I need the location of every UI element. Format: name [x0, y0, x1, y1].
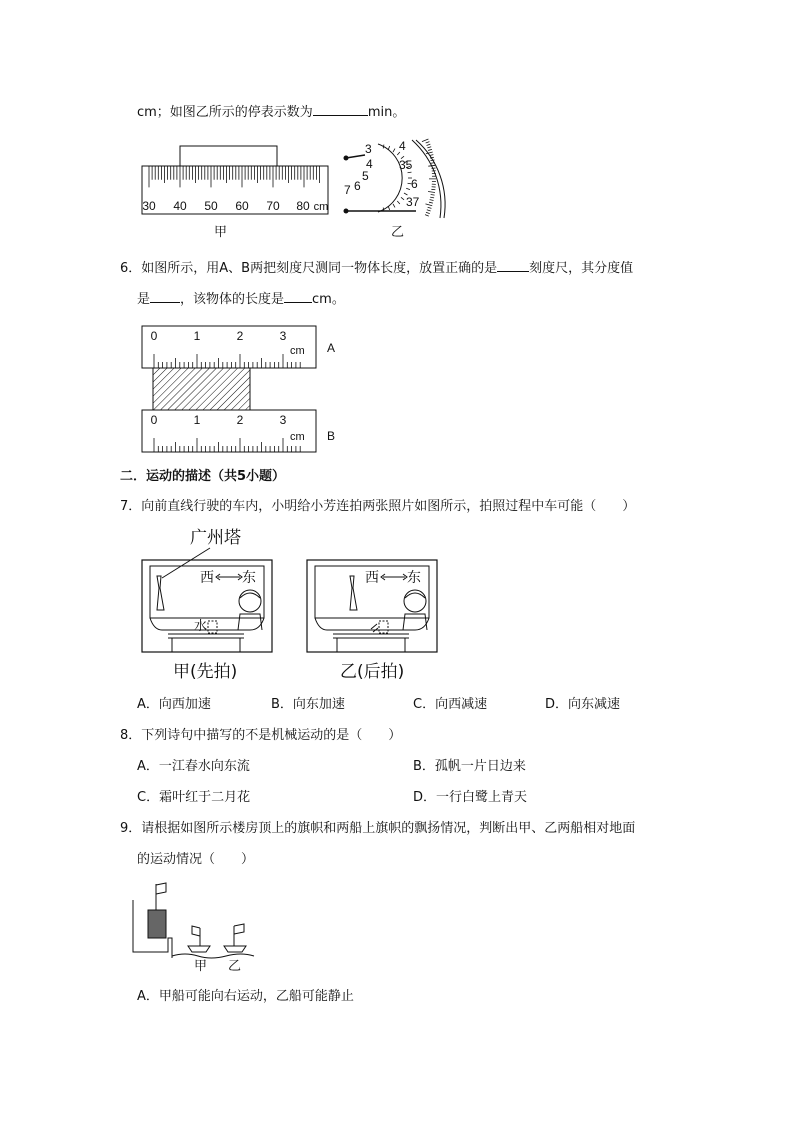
direction-east: 东	[407, 570, 421, 586]
ruler-jia-tick-80: 80	[296, 199, 310, 213]
q5-answer-blank[interactable]	[313, 103, 368, 116]
ruler-jia-tick-60: 60	[235, 199, 249, 213]
ruler-a-tick-0: 0	[150, 329, 158, 343]
stopwatch-inner-tick	[383, 145, 384, 149]
stopwatch-inner-tick	[408, 172, 412, 173]
stopwatch-inner-tick	[393, 149, 395, 152]
q9-stem-line2: 的运动情况（ ）	[137, 852, 255, 867]
tower-label: 广州塔	[190, 528, 241, 548]
stopwatch-outer-35: 35	[399, 158, 413, 172]
stopwatch-outer-tick	[425, 215, 429, 216]
ruler-a-tick-2: 2	[236, 329, 244, 343]
ruler-jia-unit: cm	[313, 201, 329, 213]
stopwatch-inner-6: 6	[354, 179, 361, 193]
stopwatch-label: 乙	[391, 225, 405, 240]
ruler-b-tick-1: 1	[193, 413, 201, 427]
stopwatch-outer-tick	[430, 197, 434, 198]
q7-option-d[interactable]: D．向东减速	[545, 697, 621, 712]
q8-option-a[interactable]: A．一江春水向东流	[137, 759, 250, 774]
measured-block	[180, 146, 277, 166]
q9-option-a[interactable]: A．甲船可能向右运动，乙船可能静止	[137, 989, 354, 1004]
q6-line1-a: 6．如图所示，用A、B两把刻度尺测同一物体长度，放置正确的是	[120, 261, 498, 276]
stopwatch-inner-7: 7	[344, 183, 351, 197]
q5-line	[137, 103, 405, 122]
q8-option-c[interactable]: C．霜叶红于二月花	[137, 790, 251, 805]
stopwatch-outer-tick	[430, 160, 434, 161]
q9-boats-figure	[130, 880, 270, 980]
section-title: 二．运动的描述（共5小题）	[120, 469, 286, 484]
direction-west: 西	[200, 570, 214, 586]
q7-photo-jia	[140, 526, 280, 656]
q6-blank-division[interactable]	[150, 290, 180, 303]
direction-west: 西	[365, 570, 379, 586]
q7-stem: 7．向前直线行驶的车内，小明给小芳连拍两张照片如图所示，拍照过程中车可能（ ）	[120, 499, 636, 514]
q7-option-b[interactable]: B．向东加速	[271, 697, 345, 712]
ruler-jia-tick-30: 30	[142, 199, 156, 213]
stopwatch-outer-tick	[428, 191, 435, 192]
direction-east: 东	[242, 570, 256, 586]
boat-yi-hull	[224, 946, 246, 952]
q8-option-b[interactable]: B．孤帆一片日边来	[413, 759, 526, 774]
q6-line1	[120, 259, 633, 278]
stopwatch-outer-tick	[430, 200, 434, 201]
stopwatch-outer-tick	[427, 144, 431, 145]
q5-line-suffix: min。	[367, 105, 406, 120]
water-line	[172, 954, 254, 958]
ruler-jia-tick-40: 40	[173, 199, 187, 213]
q5-line-prefix: cm；如图乙所示的停表示数为	[137, 105, 313, 120]
ruler-jia-tick-70: 70	[266, 199, 280, 213]
boat-jia-label: 甲	[194, 959, 208, 974]
ruler-a-ticks	[154, 354, 300, 368]
ruler-a-unit: cm	[290, 345, 305, 357]
cup-label: 水	[194, 619, 208, 634]
caption-yi: 乙(后拍)	[340, 662, 405, 682]
stopwatch-outer-tick	[427, 210, 431, 211]
stopwatch-inner-tick	[393, 204, 395, 207]
building	[148, 910, 166, 938]
stopwatch-outer-tick	[428, 207, 432, 208]
stopwatch-outer-tick	[425, 204, 432, 206]
q8-option-d[interactable]: D．一行白鹭上青天	[413, 790, 528, 805]
q6-line2-a: 是	[137, 292, 151, 307]
stopwatch-figure	[340, 138, 450, 220]
stopwatch-inner-tick	[388, 146, 389, 150]
q6-line2	[137, 290, 345, 309]
ruler-b-tick-3: 3	[279, 413, 287, 427]
stopwatch-inner-3: 3	[365, 142, 372, 156]
hatched-object	[153, 368, 250, 410]
ruler-jia-figure	[140, 140, 335, 220]
q9-stem-line1: 9．请根据如图所示楼房顶上的旗帜和两船上旗帜的飘扬情况，判断出甲、乙两船相对地面	[120, 821, 636, 836]
stopwatch-inner-tick	[401, 197, 404, 200]
building-flag	[156, 883, 166, 894]
q7-photo-yi	[305, 526, 445, 656]
boat-jia-hull	[188, 946, 210, 952]
stopwatch-outer-37: 37	[406, 195, 420, 209]
q7-option-a[interactable]: A．向西加速	[137, 697, 211, 712]
q6-line2-b: ，该物体的长度是	[180, 292, 285, 307]
stopwatch-outer-tick	[429, 202, 433, 203]
boat-jia-flag	[192, 926, 200, 936]
stopwatch-outer-6: 6	[411, 177, 418, 191]
ruler-b-unit: cm	[290, 431, 305, 443]
stopwatch-outer-ticks	[422, 139, 436, 216]
guangzhou-tower	[157, 576, 164, 610]
caption-jia: 甲(先拍)	[173, 662, 238, 682]
stopwatch-inner-tick	[406, 188, 410, 189]
water-cup	[379, 621, 388, 633]
ruler-b-tick-2: 2	[236, 413, 244, 427]
ruler-a-tick-1: 1	[193, 329, 201, 343]
stopwatch-outer-tick	[431, 195, 435, 196]
ruler-a-label: A	[327, 341, 336, 355]
stopwatch-inner-5: 5	[362, 169, 369, 183]
stopwatch-outer-tick	[426, 142, 430, 143]
ruler-b-ticks	[154, 438, 300, 452]
ruler-b-tick-0: 0	[150, 413, 158, 427]
ruler-jia-tick-50: 50	[204, 199, 218, 213]
stopwatch-inner-tick	[397, 201, 400, 204]
q6-line1-b: 刻度尺，其分度值	[529, 261, 634, 276]
stopwatch-outer-tick	[428, 149, 432, 150]
water-cup	[208, 621, 217, 633]
stopwatch-inner-4: 4	[366, 157, 373, 171]
stopwatch-outer-tick	[429, 155, 433, 156]
boat-yi-flag	[234, 924, 244, 934]
stopwatch-inner-tick	[388, 206, 389, 210]
q7-option-c[interactable]: C．向西减速	[413, 697, 488, 712]
stopwatch-inner-arc	[378, 144, 402, 212]
stopwatch-outer-tick	[426, 212, 430, 213]
q6-line2-c: cm。	[312, 292, 345, 307]
ruler-jia-ticks	[149, 166, 320, 187]
stopwatch-outer-tick	[427, 147, 431, 148]
q8-stem: 8．下列诗句中描写的不是机械运动的是（ ）	[120, 728, 402, 743]
boat-yi-label: 乙	[228, 959, 242, 974]
ruler-b-label: B	[327, 429, 336, 443]
guangzhou-tower	[350, 576, 357, 610]
q6-blank-ruler[interactable]	[497, 259, 529, 272]
water-splash	[371, 624, 378, 632]
stopwatch-outer-4: 4	[399, 139, 406, 153]
ruler-jia-label: 甲	[214, 225, 228, 240]
q6-ruler-figure	[140, 324, 345, 454]
q6-blank-length[interactable]	[284, 290, 312, 303]
stopwatch-outer-tick	[428, 165, 435, 166]
stopwatch-minute-hand	[346, 155, 365, 158]
stopwatch-outer-tick	[422, 139, 428, 142]
ruler-a-tick-3: 3	[279, 329, 287, 343]
